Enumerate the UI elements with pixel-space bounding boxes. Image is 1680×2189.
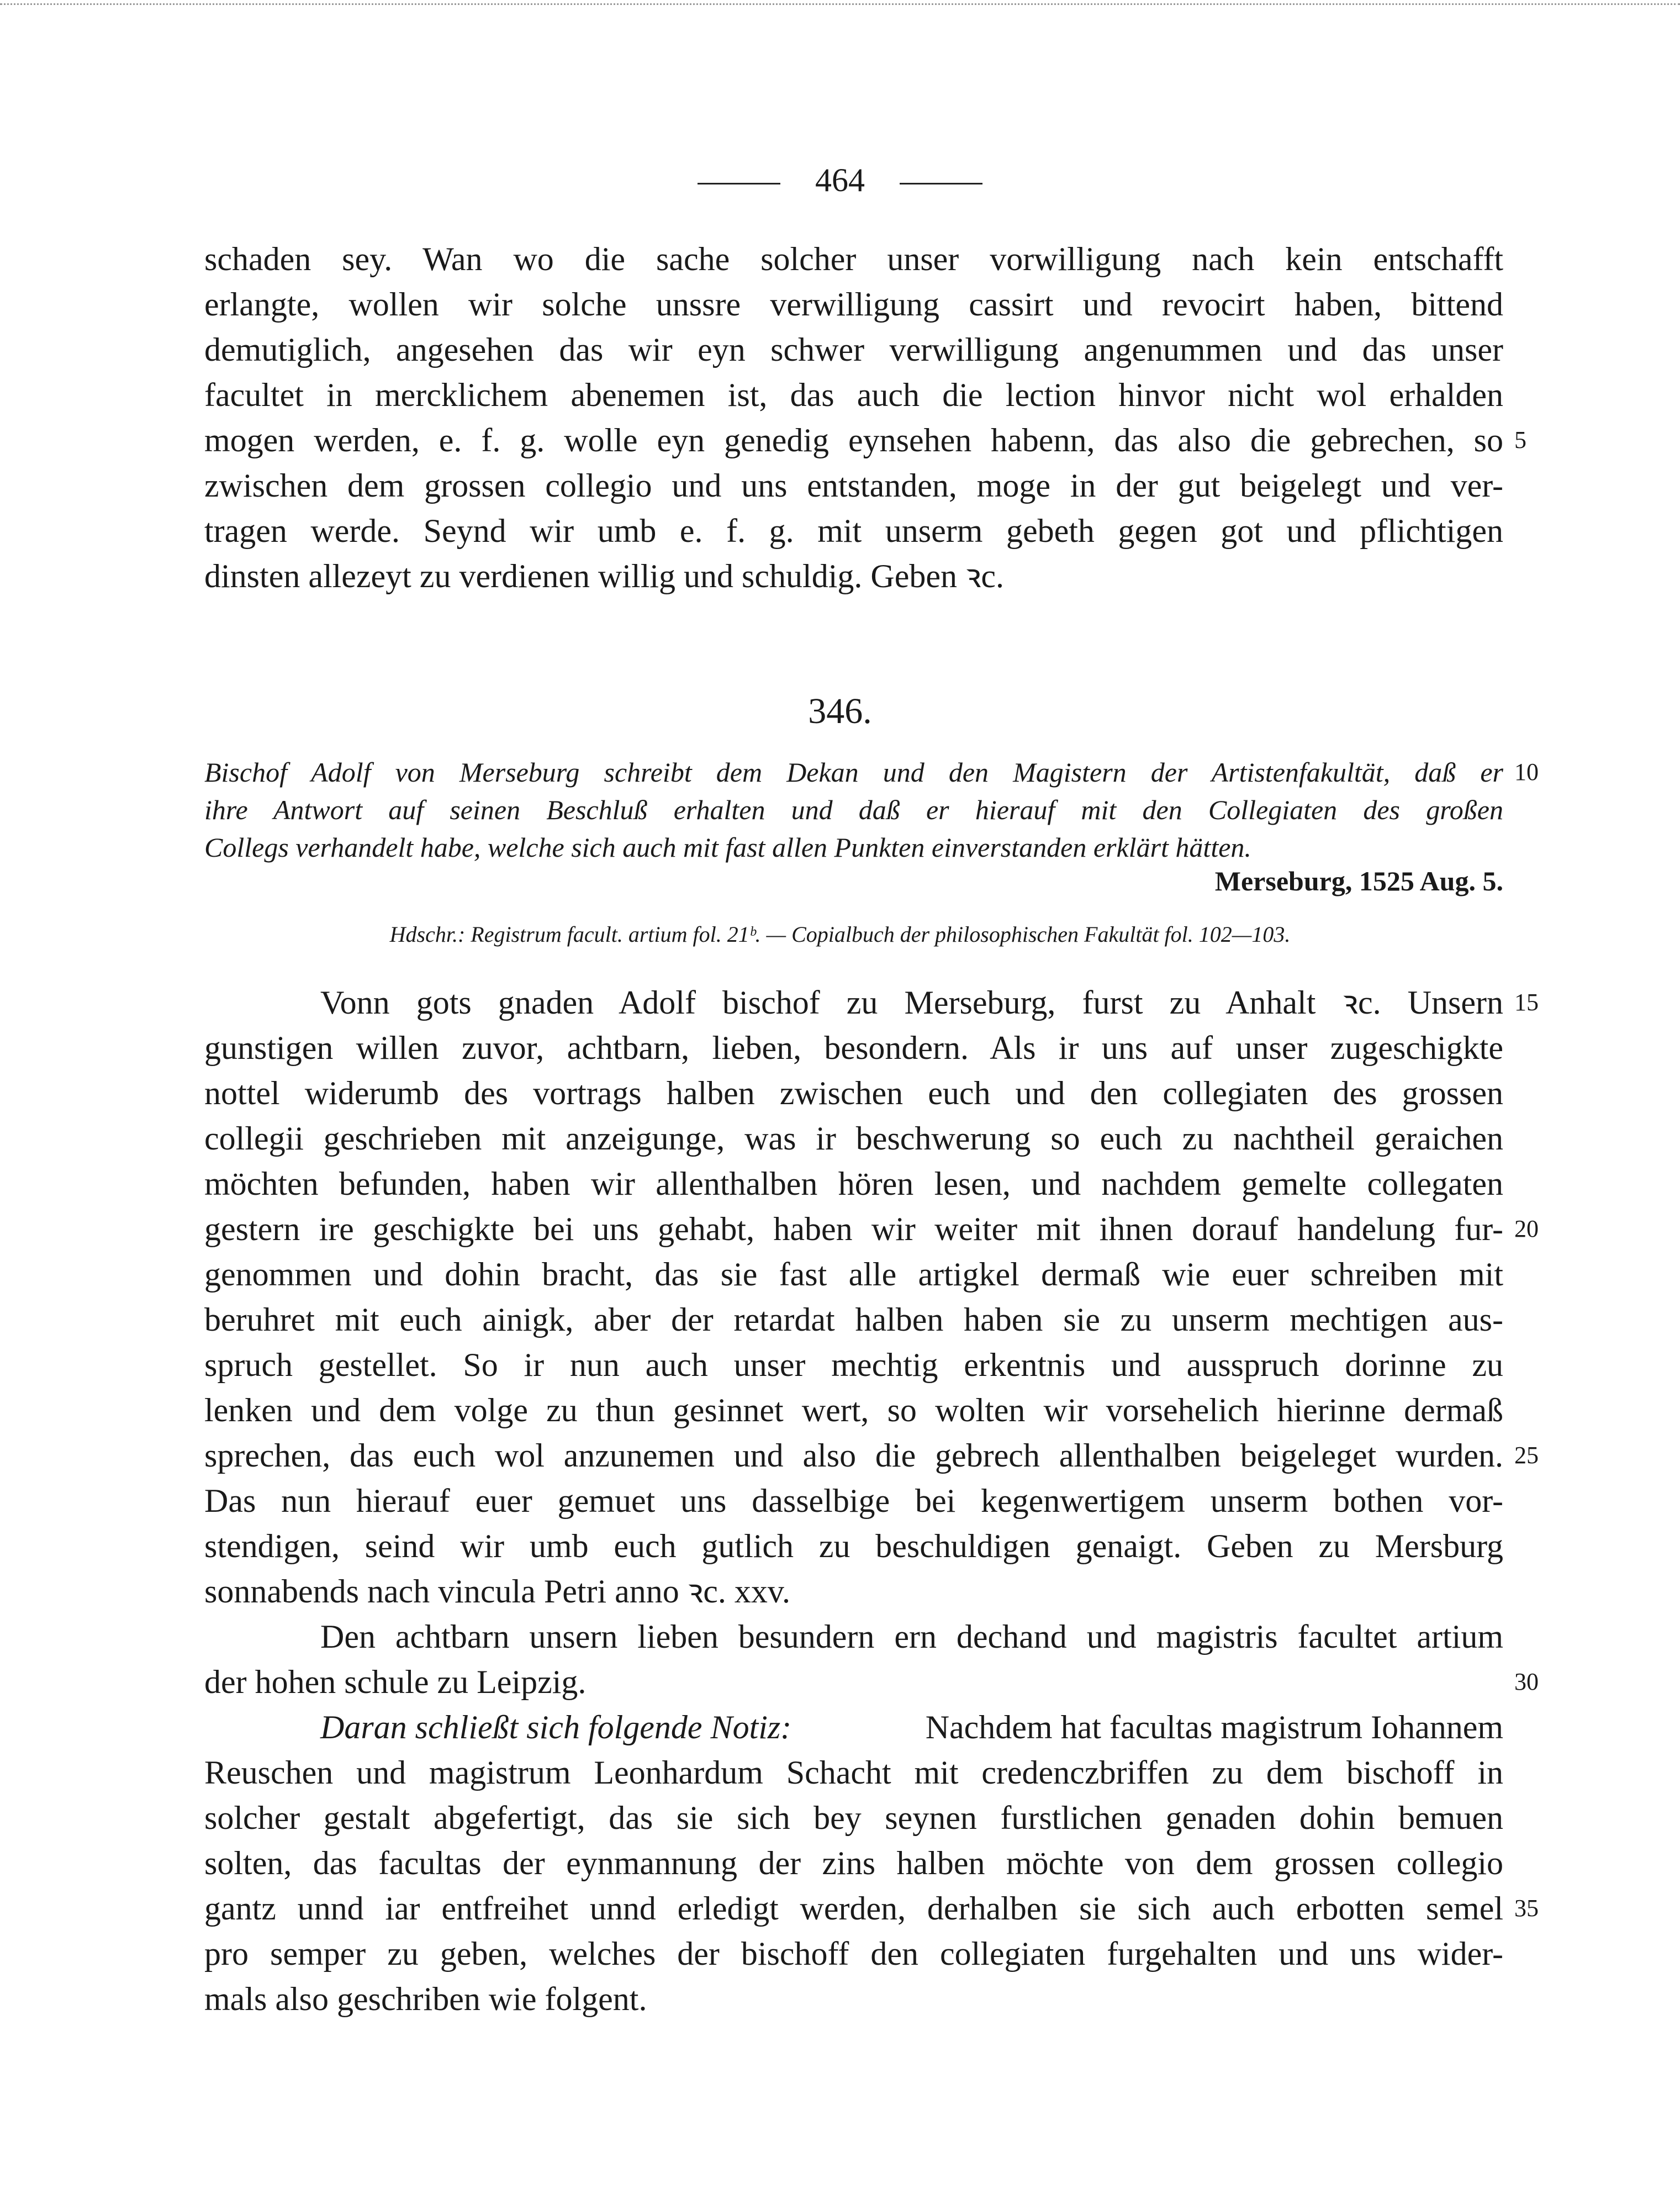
line-number: 10 [1514,758,1539,785]
note-first-line: Nachdem hat facultas magistrum Iohannem [925,1709,1503,1745]
text-line: facultet in mercklichem abenemen ist, das auch die lection hinvor nicht wol erhalden [204,377,1503,413]
text-line: zwischen dem grossen collegio und uns entstanden, moge in der gut beigelegt und ver- [204,467,1503,504]
text-line: solten, das facultas der eynmannung der zins halben möchte von dem grossen collegio [204,1845,1503,1881]
text-line: der hohen schule zu Leipzig. 30 [204,1659,1503,1705]
text-line: beruhret mit euch ainigk, aber der retardat halben haben sie zu unserm mechtigen aus- [204,1301,1503,1338]
text-line: möchten befunden, haben wir allenthalben hören lesen, und nachdem gemelte collegaten [204,1165,1503,1202]
header-dash-right [900,183,982,184]
document-number: 346. [808,691,872,731]
page-number: 464 [815,162,865,198]
note-intro: Daran schließt sich folgende Notiz: [320,1709,792,1745]
document-date: Merseburg, 1525 Aug. 5. [1214,866,1503,896]
text-line: gantz unnd iar entfreihet unnd erledigt werden, derhalben sie sich auch erbotten semel 35 [204,1886,1503,1931]
text-line: tragen werde. Seynd wir umb e. f. g. mit unserm gebeth gegen got und pflichtigen [204,513,1503,549]
text-line: Das nun hierauf euer gemuet uns dasselbige bei kegenwertigem unserm bothen vor- [204,1483,1503,1519]
text-line: gunstigen willen zuvor, achtbarn, lieben, besondern. Als ir uns auf unser zugeschigkte [204,1030,1503,1066]
text-line: pro semper zu geben, welches der bischoff den collegiaten furgehalten und uns wider- [204,1935,1503,1972]
text-line: solcher gestalt abgefertigt, das sie sich bey seynen furstlichen genaden dohin bemuen [204,1800,1503,1836]
text-line: nottel widerumb des vortrags halben zwischen euch und den collegiaten des grossen [204,1075,1503,1111]
text-line: lenken und dem volge zu thun gesinnet wert, so wolten wir vorsehelich hierinne dermaß [204,1392,1503,1428]
text-line [204,1705,1503,1750]
text-line: spruch gestellet. So ir nun auch unser mechtig erkentnis und ausspruch dorinne zu [204,1347,1503,1383]
text-line: gestern ire geschigkte bei uns gehabt, haben wir weiter mit ihnen dorauf handelung fur- 20 [204,1206,1503,1252]
text-line: dinsten allezeyt zu verdienen willig und schuldig. Geben ꝛc. [204,558,1005,594]
previous-letter-block [204,236,1526,599]
text-line: Vonn gots gnaden Adolf bischof zu Merseburg, furst zu Anhalt ꝛc. Unsern 15 [204,980,1503,1025]
text-line: collegii geschrieben mit anzeigunge, was ir beschwerung so euch zu nachtheil geraichen [204,1120,1503,1157]
text-line: demutiglich, angesehen das wir eyn schwer verwilligung angenummen und das unser [204,331,1503,368]
text-line: Reuschen und magistrum Leonhardum Schacht mit credenczbriffen zu dem bischoff in [204,1754,1503,1791]
letter-address [204,1614,1539,1705]
line-number: 5 [1514,426,1526,453]
header-dash-left [698,183,780,184]
summary-line: Collegs verhandelt habe, welche sich auch mit fast allen Punkten einverstanden erklärt hätten. [204,832,1251,863]
text-line: schaden sey. Wan wo die sache solcher unser vorwilligung nach kein entschafft [204,241,1503,277]
line-number: 20 [1514,1215,1539,1242]
line-number: 30 [1514,1668,1539,1695]
line-number: 25 [1514,1442,1539,1469]
text-line: mals also geschriben wie folgent. [204,1981,647,2017]
line-number: 35 [1514,1895,1539,1922]
page-header [0,161,1680,199]
summary-line: ihre Antwort auf seinen Beschluß erhalten und daß er hierauf mit den Collegiaten des großen [204,794,1503,825]
text-line: stendigen, seind wir umb euch gutlich zu beschuldigen genaigt. Geben zu Mersburg [204,1528,1503,1564]
document-summary [204,753,1539,866]
line-number: 15 [1514,989,1539,1016]
text-line: genommen und dohin bracht, das sie fast alle artigkel dermaß wie euer schreiben mit [204,1256,1503,1293]
summary-line: Bischof Adolf von Merseburg schreibt dem Dekan und den Magistern der Artistenfakultät, daß er 10 [204,753,1503,791]
text-line: sonnabends nach vincula Petri anno ꝛc. xxv. [204,1573,790,1610]
text-line: sprechen, das euch wol anzunemen und also die gebrech allenthalben beigeleget wurden. 25 [204,1433,1503,1478]
text-line: erlangte, wollen wir solche unssre verwilligung cassirt und revocirt haben, bittend [204,286,1503,323]
page-top-edge-rule [0,3,1680,5]
text-line: mogen werden, e. f. g. wolle eyn genedig eynsehen habenn, das also die gebrechen, so 5 [204,418,1503,463]
appended-note [204,1705,1539,2022]
letter-body [204,980,1539,1614]
text-line: Den achtbarn unsern lieben besundern ern dechand und magistris facultet artium [320,1618,1503,1655]
source-reference: Hdschr.: Registrum facult. artium fol. 21ᵇ. — Copialbuch der philosophischen Fakultät fol. 102—103. [389,922,1291,947]
